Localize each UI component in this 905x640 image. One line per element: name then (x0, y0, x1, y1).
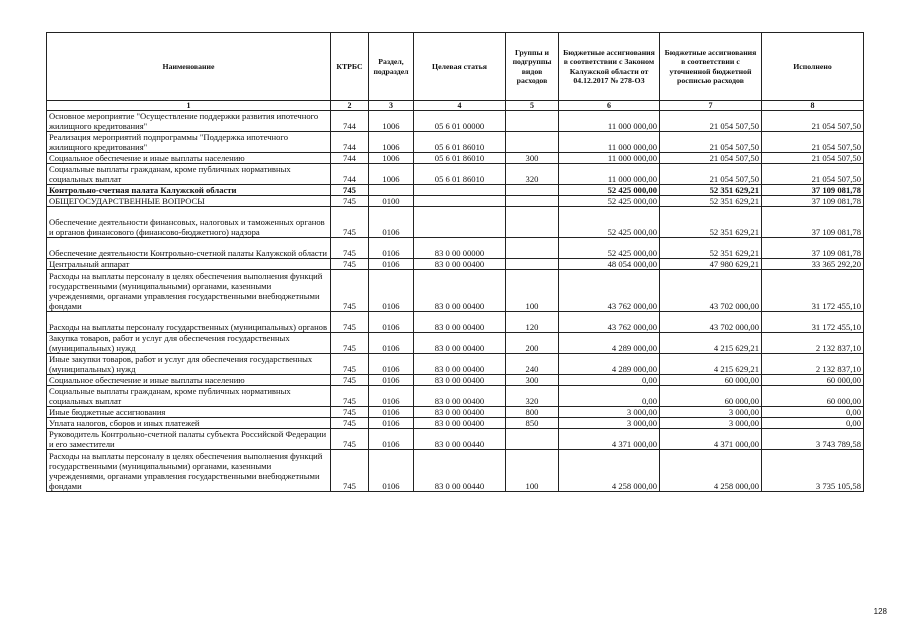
target-cell: 83 0 00 00400 (414, 270, 506, 312)
table-row (47, 196, 864, 207)
law-amount-cell: 43 762 000,00 (559, 312, 660, 333)
refined-amount-cell: 52 351 629,21 (660, 185, 762, 196)
refined-amount-cell: 21 054 507,50 (660, 132, 762, 153)
target-cell: 05 6 01 86010 (414, 164, 506, 185)
table-row (47, 153, 864, 164)
ktrbs-cell: 744 (331, 153, 369, 164)
refined-amount-cell: 43 702 000,00 (660, 312, 762, 333)
executed-amount-cell: 33 365 292,20 (762, 259, 864, 270)
group-cell: 100 (506, 450, 559, 492)
refined-amount-cell: 52 351 629,21 (660, 238, 762, 259)
table-row (47, 375, 864, 386)
row-name-cell: Социальные выплаты гражданам, кроме публичных нормативных социальных выплат (47, 164, 331, 185)
ktrbs-cell: 744 (331, 111, 369, 132)
table-row (47, 238, 864, 259)
group-cell (506, 259, 559, 270)
section-cell: 0106 (369, 354, 414, 375)
table-body (47, 111, 864, 492)
header-name: Наименование (47, 33, 331, 101)
refined-amount-cell: 52 351 629,21 (660, 196, 762, 207)
row-name-cell: Руководитель Контрольно-счетной палаты субъекта Российской Федерации и его заместители (47, 429, 331, 450)
section-cell: 0106 (369, 418, 414, 429)
row-name-cell: Контрольно-счетная палата Калужской области (47, 185, 331, 196)
row-name-cell: Уплата налогов, сборов и иных платежей (47, 418, 331, 429)
section-cell: 0106 (369, 375, 414, 386)
group-cell (506, 111, 559, 132)
ktrbs-cell: 745 (331, 418, 369, 429)
section-cell: 0106 (369, 270, 414, 312)
ktrbs-cell: 745 (331, 270, 369, 312)
law-amount-cell: 0,00 (559, 386, 660, 407)
group-cell: 300 (506, 375, 559, 386)
refined-amount-cell: 4 215 629,21 (660, 354, 762, 375)
refined-amount-cell: 3 000,00 (660, 418, 762, 429)
header-target: Целевая статья (414, 33, 506, 101)
section-cell: 0106 (369, 407, 414, 418)
executed-amount-cell: 0,00 (762, 418, 864, 429)
executed-amount-cell: 2 132 837,10 (762, 354, 864, 375)
target-cell: 05 6 01 86010 (414, 153, 506, 164)
column-number: 7 (660, 101, 762, 111)
section-cell: 0106 (369, 333, 414, 354)
budget-table (46, 32, 864, 492)
column-number: 1 (47, 101, 331, 111)
ktrbs-cell: 745 (331, 238, 369, 259)
target-cell: 05 6 01 86010 (414, 132, 506, 153)
target-cell: 83 0 00 00400 (414, 407, 506, 418)
group-cell (506, 132, 559, 153)
executed-amount-cell: 21 054 507,50 (762, 132, 864, 153)
target-cell: 83 0 00 00440 (414, 450, 506, 492)
law-amount-cell: 4 371 000,00 (559, 429, 660, 450)
header-groups: Группы и подгруппы видов расходов (506, 33, 559, 101)
ktrbs-cell: 745 (331, 429, 369, 450)
target-cell: 83 0 00 00400 (414, 418, 506, 429)
ktrbs-cell: 745 (331, 312, 369, 333)
law-amount-cell: 4 289 000,00 (559, 354, 660, 375)
law-amount-cell: 48 054 000,00 (559, 259, 660, 270)
law-amount-cell: 52 425 000,00 (559, 196, 660, 207)
ktrbs-cell: 745 (331, 354, 369, 375)
table-row (47, 312, 864, 333)
row-name-cell: Расходы на выплаты персоналу государственных (муниципальных) органов (47, 312, 331, 333)
column-number: 6 (559, 101, 660, 111)
section-cell: 0100 (369, 196, 414, 207)
law-amount-cell: 4 258 000,00 (559, 450, 660, 492)
target-cell: 83 0 00 00400 (414, 375, 506, 386)
law-amount-cell: 52 425 000,00 (559, 207, 660, 238)
section-cell: 1006 (369, 164, 414, 185)
column-number: 2 (331, 101, 369, 111)
section-cell: 0106 (369, 312, 414, 333)
executed-amount-cell: 37 109 081,78 (762, 196, 864, 207)
executed-amount-cell: 31 172 455,10 (762, 312, 864, 333)
refined-amount-cell: 4 258 000,00 (660, 450, 762, 492)
executed-amount-cell: 3 735 105,58 (762, 450, 864, 492)
ktrbs-cell: 745 (331, 333, 369, 354)
group-cell (506, 185, 559, 196)
section-cell: 0106 (369, 429, 414, 450)
law-amount-cell: 3 000,00 (559, 407, 660, 418)
row-name-cell: Обеспечение деятельности Контрольно-счетной палаты Калужской области (47, 238, 331, 259)
section-cell: 0106 (369, 386, 414, 407)
column-number: 5 (506, 101, 559, 111)
row-name-cell: Обеспечение деятельности финансовых, налоговых и таможенных органов и органов финансового (финансово-бюджетного) надзора (47, 207, 331, 238)
executed-amount-cell: 37 109 081,78 (762, 185, 864, 196)
header-row (47, 33, 864, 101)
column-number: 3 (369, 101, 414, 111)
refined-amount-cell: 60 000,00 (660, 386, 762, 407)
group-cell (506, 196, 559, 207)
target-cell: 83 0 00 00000 (414, 238, 506, 259)
executed-amount-cell: 37 109 081,78 (762, 207, 864, 238)
target-cell (414, 196, 506, 207)
group-cell (506, 238, 559, 259)
law-amount-cell: 43 762 000,00 (559, 270, 660, 312)
column-number-row (47, 101, 864, 111)
column-number: 8 (762, 101, 864, 111)
header-executed: Исполнено (762, 33, 864, 101)
table-row (47, 111, 864, 132)
section-cell: 1006 (369, 111, 414, 132)
law-amount-cell: 11 000 000,00 (559, 111, 660, 132)
ktrbs-cell: 745 (331, 450, 369, 492)
target-cell: 05 6 01 00000 (414, 111, 506, 132)
ktrbs-cell: 745 (331, 196, 369, 207)
target-cell: 83 0 00 00400 (414, 354, 506, 375)
target-cell (414, 185, 506, 196)
refined-amount-cell: 21 054 507,50 (660, 153, 762, 164)
row-name-cell: Реализация мероприятий подпрограммы "Поддержка ипотечного жилищного кредитования" (47, 132, 331, 153)
target-cell: 83 0 00 00400 (414, 333, 506, 354)
refined-amount-cell: 21 054 507,50 (660, 111, 762, 132)
table-row (47, 164, 864, 185)
header-ktrbs: КТРБС (331, 33, 369, 101)
group-cell (506, 207, 559, 238)
executed-amount-cell: 3 743 789,58 (762, 429, 864, 450)
target-cell: 83 0 00 00400 (414, 312, 506, 333)
row-name-cell: Расходы на выплаты персоналу в целях обеспечения выполнения функций государственными (муниципальными) органами, казенными учреждениями, органами управления государственными внебюджетными фондами (47, 270, 331, 312)
group-cell: 320 (506, 164, 559, 185)
row-name-cell: Иные бюджетные ассигнования (47, 407, 331, 418)
law-amount-cell: 52 425 000,00 (559, 185, 660, 196)
refined-amount-cell: 47 980 629,21 (660, 259, 762, 270)
law-amount-cell: 4 289 000,00 (559, 333, 660, 354)
ktrbs-cell: 745 (331, 386, 369, 407)
row-name-cell: Закупка товаров, работ и услуг для обеспечения государственных (муниципальных) нужд (47, 333, 331, 354)
law-amount-cell: 52 425 000,00 (559, 238, 660, 259)
section-cell: 1006 (369, 153, 414, 164)
executed-amount-cell: 21 054 507,50 (762, 164, 864, 185)
table-row (47, 132, 864, 153)
ktrbs-cell: 745 (331, 375, 369, 386)
column-number: 4 (414, 101, 506, 111)
ktrbs-cell: 745 (331, 259, 369, 270)
refined-amount-cell: 43 702 000,00 (660, 270, 762, 312)
group-cell: 800 (506, 407, 559, 418)
section-cell: 1006 (369, 132, 414, 153)
row-name-cell: Расходы на выплаты персоналу в целях обеспечения выполнения функций государственными (муниципальными) органами, казенными учреждениями, органами управления государственными внебюджетными фондами (47, 450, 331, 492)
refined-amount-cell: 52 351 629,21 (660, 207, 762, 238)
section-cell (369, 185, 414, 196)
law-amount-cell: 0,00 (559, 375, 660, 386)
group-cell (506, 429, 559, 450)
law-amount-cell: 11 000 000,00 (559, 164, 660, 185)
row-name-cell: Социальное обеспечение и иные выплаты населению (47, 375, 331, 386)
row-name-cell: Основное мероприятие "Осуществление поддержки развития ипотечного жилищного кредитования" (47, 111, 331, 132)
section-cell: 0106 (369, 238, 414, 259)
section-cell: 0106 (369, 207, 414, 238)
law-amount-cell: 11 000 000,00 (559, 132, 660, 153)
table-row (47, 333, 864, 354)
executed-amount-cell: 37 109 081,78 (762, 238, 864, 259)
group-cell: 850 (506, 418, 559, 429)
ktrbs-cell: 744 (331, 164, 369, 185)
refined-amount-cell: 21 054 507,50 (660, 164, 762, 185)
law-amount-cell: 3 000,00 (559, 418, 660, 429)
group-cell: 320 (506, 386, 559, 407)
section-cell: 0106 (369, 259, 414, 270)
table-row (47, 386, 864, 407)
table-row (47, 207, 864, 238)
header-law: Бюджетные ассигнования в соответствии с Законом Калужской области от 04.12.2017 № 278-ОЗ (559, 33, 660, 101)
executed-amount-cell: 60 000,00 (762, 386, 864, 407)
table-row (47, 270, 864, 312)
row-name-cell: Социальное обеспечение и иные выплаты населению (47, 153, 331, 164)
refined-amount-cell: 60 000,00 (660, 375, 762, 386)
executed-amount-cell: 31 172 455,10 (762, 270, 864, 312)
executed-amount-cell: 2 132 837,10 (762, 333, 864, 354)
table-row (47, 418, 864, 429)
refined-amount-cell: 4 215 629,21 (660, 333, 762, 354)
law-amount-cell: 11 000 000,00 (559, 153, 660, 164)
refined-amount-cell: 3 000,00 (660, 407, 762, 418)
group-cell: 240 (506, 354, 559, 375)
table-row (47, 407, 864, 418)
table-row (47, 354, 864, 375)
group-cell: 120 (506, 312, 559, 333)
ktrbs-cell: 745 (331, 407, 369, 418)
row-name-cell: ОБЩЕГОСУДАРСТВЕННЫЕ ВОПРОСЫ (47, 196, 331, 207)
table-row (47, 450, 864, 492)
row-name-cell: Центральный аппарат (47, 259, 331, 270)
executed-amount-cell: 21 054 507,50 (762, 111, 864, 132)
target-cell: 83 0 00 00400 (414, 386, 506, 407)
section-cell: 0106 (369, 450, 414, 492)
table-row (47, 429, 864, 450)
row-name-cell: Социальные выплаты гражданам, кроме публичных нормативных социальных выплат (47, 386, 331, 407)
executed-amount-cell: 0,00 (762, 407, 864, 418)
ktrbs-cell: 745 (331, 185, 369, 196)
target-cell (414, 207, 506, 238)
page-number: 128 (873, 607, 887, 616)
row-name-cell: Иные закупки товаров, работ и услуг для обеспечения государственных (муниципальных) нужд (47, 354, 331, 375)
refined-amount-cell: 4 371 000,00 (660, 429, 762, 450)
executed-amount-cell: 21 054 507,50 (762, 153, 864, 164)
ktrbs-cell: 745 (331, 207, 369, 238)
group-cell: 300 (506, 153, 559, 164)
target-cell: 83 0 00 00440 (414, 429, 506, 450)
group-cell: 200 (506, 333, 559, 354)
group-cell: 100 (506, 270, 559, 312)
table-row (47, 185, 864, 196)
ktrbs-cell: 744 (331, 132, 369, 153)
target-cell: 83 0 00 00400 (414, 259, 506, 270)
header-refined: Бюджетные ассигнования в соответствии с уточненной бюджетной росписью расходов (660, 33, 762, 101)
executed-amount-cell: 60 000,00 (762, 375, 864, 386)
header-section: Раздел, подраздел (369, 33, 414, 101)
table-row (47, 259, 864, 270)
